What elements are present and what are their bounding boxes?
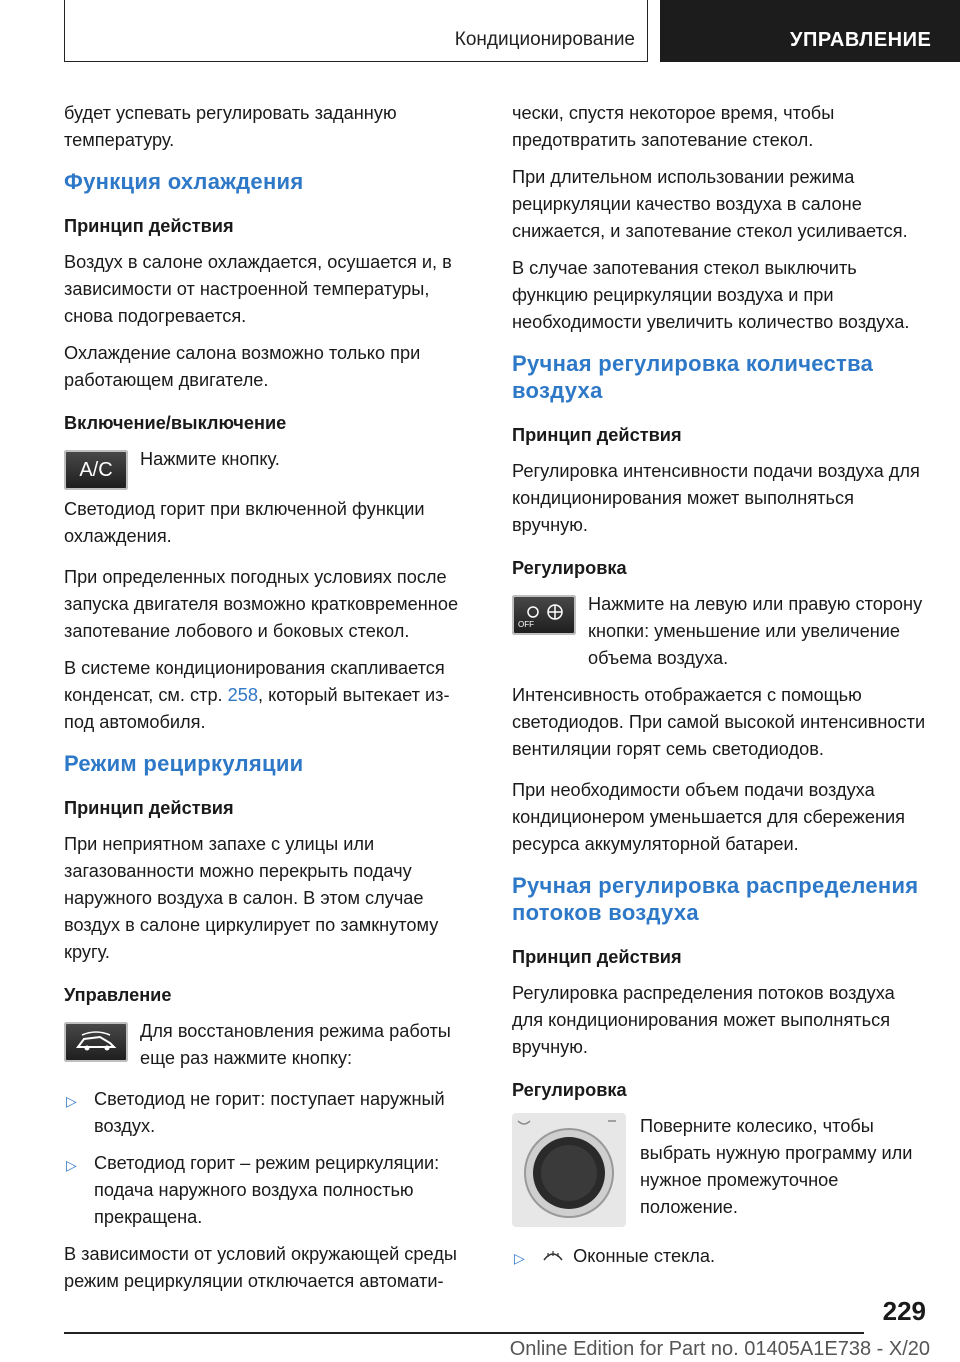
subheading-principle: Принцип действия [512,425,682,445]
paragraph: Нажмите кнопку. [140,449,280,469]
knob-instruction [512,1113,926,1243]
page-link[interactable]: 258 [227,685,259,705]
chapter-title: Кондиционирование [454,29,635,50]
paragraph: Нажмите на левую или правую сторону кнопки: уменьшение или увеличение объема воздуха. [588,594,923,668]
list-item: ▷ Светодиод горит – режим рециркуляции: подача наружного воздуха полностью прекращена. [66,1153,440,1227]
paragraph: Воздух в салоне охлаждается, осушается и, в зависимости от настроенной температуры, снова подогревается. [64,252,452,326]
paragraph: В случае запотевания стекол выключить функцию рециркуляции воздуха и при необходимости увеличить количество воздуха. [512,258,910,332]
fan-icon [519,602,569,622]
paragraph: В зависимости от условий окружающей среды режим рециркуляции отключается автомати- [64,1244,457,1291]
subheading-principle: Принцип действия [64,798,234,818]
paragraph: Регулировка интенсивности подачи воздуха для кондиционирования может выполняться вручную. [512,461,920,535]
paragraph: При неприятном запахе с улицы или загазованности можно перекрыть подачу наружного воздуха в салон. В этом случае воздух в салоне циркулирует по замкнутому кругу. [64,834,439,962]
heading-manual-distribution: Ручная регулировка распределения потоков воздуха [512,873,919,925]
text: , который вытекает из-под автомобиля. [64,685,450,732]
list-item: ▷ Светодиод не горит: поступает наружный воздух. [66,1089,445,1136]
off-label: OFF [518,619,534,629]
subheading-principle: Принцип действия [64,216,234,236]
windshield-icon [542,1243,568,1270]
edition-info: Online Edition for Part no. 01405A1E738 - X/20 [509,1338,930,1360]
paragraph: Поверните колесико, чтобы выбрать нужную программу или нужное промежуточное положение. [640,1116,913,1217]
recirculation-car-icon [64,1022,128,1062]
ac-button-icon [64,450,128,490]
chapter-box [64,0,648,62]
subheading-control: Управление [64,985,172,1005]
triangle-bullet-icon: ▷ [66,1157,77,1173]
subheading-principle: Принцип действия [512,947,682,967]
ac-button-label: A/C [79,458,113,481]
paragraph: Охлаждение салона возможно только при работающем двигателе. [64,343,421,390]
subheading-adjust: Регулировка [512,558,627,578]
fan-button-icon [512,595,576,635]
paragraph: Интенсивность отображается с помощью светодиодов. При самой высокой интенсивности вентиляции горят семь светодиодов. [512,685,926,759]
list-item: ▷ Оконные стекла. [512,1243,926,1270]
fan-instruction [512,591,926,672]
paragraph: Для восстановления режима работы еще раз нажмите кнопку: [140,1021,451,1068]
recirc-instruction [64,1018,478,1072]
right-column [512,100,926,1280]
paragraph: При необходимости объем подачи воздуха кондиционером уменьшается для сбережения ресурса аккумуляторной батареи. [512,780,906,854]
paragraph: Светодиод горит при включенной функции охлаждения. [64,499,425,546]
subheading-adjust: Регулировка [512,1080,627,1100]
car-arrow-icon [74,1031,118,1053]
left-column [64,100,478,1305]
heading-recirculation: Режим рециркуляции [64,751,304,776]
triangle-bullet-icon: ▷ [514,1250,525,1266]
paragraph: При длительном использовании режима рециркуляции качество воздуха в салоне снижается, и запотевание стекол усиливается. [512,167,908,241]
section-title: УПРАВЛЕНИЕ [790,29,932,51]
subheading-onoff: Включение/выключение [64,413,287,433]
paragraph [64,655,478,736]
paragraph: При определенных погодных условиях после запуска двигателя возможно кратковременное запотевание лобового и боковых стекол. [64,567,459,641]
text: В системе кондиционирования скапливается конденсат, см. стр. [64,658,445,705]
page-header [0,0,960,64]
paragraph: Регулировка распределения потоков воздуха для кондиционирования может выполняться вручную. [512,983,895,1057]
page-number: 229 [882,1296,926,1326]
paragraph: чески, спустя некоторое время, чтобы предотвратить запотевание стекол. [512,103,835,150]
heading-cooling: Функция охлаждения [64,169,304,194]
triangle-bullet-icon: ▷ [66,1093,77,1109]
section-box [660,0,960,62]
heading-manual-amount: Ручная регулировка количества воздуха [512,351,874,403]
rotary-knob-icon [512,1113,626,1227]
footer-divider [64,1332,864,1334]
paragraph: будет успевать регулировать заданную температуру. [64,103,397,150]
ac-instruction [64,446,478,500]
